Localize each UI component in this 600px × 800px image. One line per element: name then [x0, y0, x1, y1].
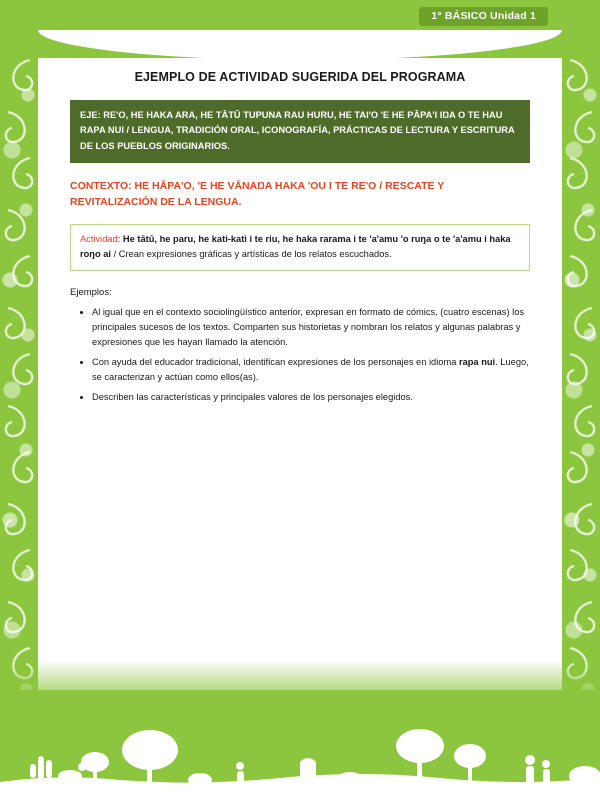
list-item: • Al igual que en el contexto sociolingüístico anterior, expresan en formato de cómics, (cuatro escenas) los principales sucesos de los textos. Comparten sus historietas y nombran los relatos y algunas palabras y expresiones que les hayan llamado la atención. — [92, 305, 530, 350]
unit-badge: 1° BÁSICO Unidad 1 — [419, 7, 548, 26]
ejemplos-title: Ejemplos: — [70, 287, 112, 299]
list-item-text-part2: . Luego, se caracterizan y actúan como ellos(as). — [92, 357, 529, 383]
document-content — [70, 62, 530, 411]
list-item-bold-rapa: rapa — [458, 357, 479, 368]
actividad-spanish-text: Crean expresiones gráficas y artísticas de los relatos escuchados. — [118, 249, 392, 260]
actividad-separator: : — [117, 234, 123, 245]
page-title: EJEMPLO DE ACTIVIDAD SUGERIDA DEL PROGRAMA — [134, 70, 466, 84]
list-item-bold-nui: nui — [481, 357, 496, 368]
list-item: • Describen las características y principales valores de los personajes elegidos. — [92, 390, 530, 405]
actividad-box — [70, 224, 530, 271]
actividad-rapanui-text: He tātū, he paru, he kati-kati i te riu, he haka rarama i te 'a'amu 'o ruŋa o te 'a'amu i haka roŋo ai — [80, 234, 511, 260]
bottom-landscape-band — [0, 690, 600, 800]
landscape-silhouettes-icon — [0, 720, 600, 800]
eje-box: EJE: RE'O, HE HAKA ARA, HE TĀTŪ TUPUNA RAU HURU, HE TAI'O 'E HE PĀPA'I IŊA O TE HAU RAPA NUI / LENGUA, TRADICIÓN ORAL, ICONOGRAFÍA, PRÁCTICAS DE LECTURA Y ESCRITURA DE LOS PUEBLOS ORIGINARIOS. — [70, 100, 530, 163]
contexto-text: CONTEXTO: HE HĀPA'O, 'E HE VĀNAŊA HAKA 'OU I TE RE'O / RESCATE Y REVITALIZACIÓN DE LA LENGUA. — [70, 179, 445, 208]
list-item — [92, 355, 530, 385]
list-item-text-part1: Con ayuda del educador tradicional, identifican expresiones de los personajes en idioma — [92, 357, 459, 368]
ejemplos-list — [70, 305, 530, 405]
actividad-slash: / — [111, 249, 119, 260]
bottom-gradient — [0, 660, 600, 690]
actividad-label: Actividad — [80, 234, 118, 245]
